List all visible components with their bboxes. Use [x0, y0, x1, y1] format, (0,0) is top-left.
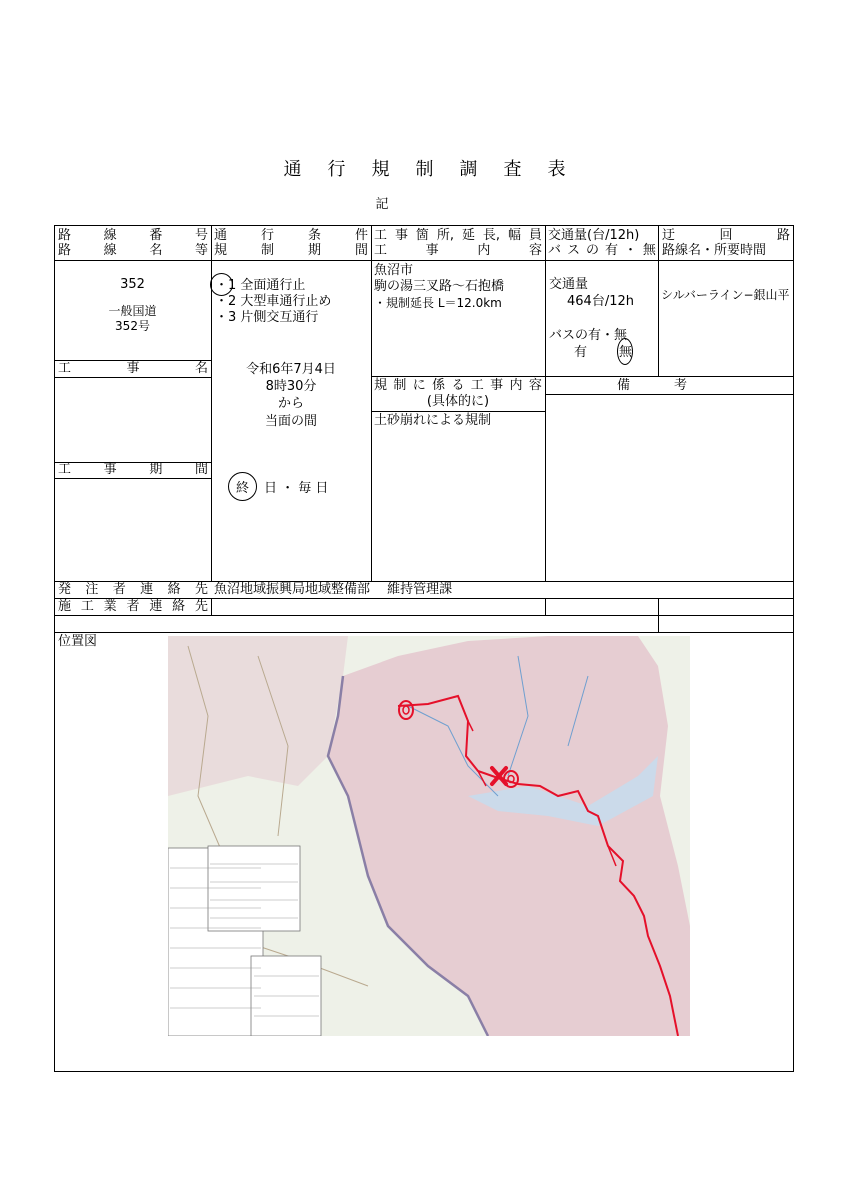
header-bus: バ ス の 有 ・ 無 [548, 243, 656, 258]
route-name: 352号 [115, 319, 150, 333]
bus-no: 無 [619, 345, 633, 360]
header-location-map: 位置図 [58, 634, 98, 649]
location-length: ・規制延長 L＝12.0km [374, 296, 502, 310]
bus-yes: 有 [574, 345, 588, 360]
header-regulation-period: 規 制 期 間 [214, 243, 368, 258]
bus-label: バスの有・無 [549, 328, 628, 343]
traffic-label: 交通量 [549, 277, 589, 292]
condition-item-3: ・3 片側交互通行 [215, 310, 319, 325]
header-remarks: 備考 [617, 378, 732, 393]
header-detour: 迂 回 路 [662, 228, 790, 243]
period-mode-all-day: 終 [236, 481, 250, 496]
header-detour-name: 路線名・所要時間 [662, 243, 767, 258]
header-orderer: 発 注 者 連 絡 先 [58, 582, 208, 597]
header-contractor: 施 工 業 者 連 絡 先 [58, 599, 208, 614]
location-city: 魚沼市 [374, 263, 414, 278]
period-start-date: 令和6年7月4日 [246, 362, 336, 377]
document-title: 通行規制調査表 [283, 159, 592, 180]
condition-item-1: ・1 全面通行止 [215, 278, 306, 293]
location-map-image [168, 636, 690, 1036]
condition-item-2: ・2 大型車通行止め [215, 294, 332, 309]
regulation-reason: 土砂崩れによる規制 [374, 413, 492, 428]
location-section: 駒の湯三叉路～石抱橋 [374, 279, 505, 294]
period-start-time: 8時30分 [265, 379, 317, 394]
condition-selected-circle [210, 273, 233, 296]
header-route-number: 路 線 番 号 [58, 228, 208, 243]
orderer-contact: 魚沼地域振興局地域整備部 維持管理課 [214, 582, 453, 597]
route-number: 352 [120, 277, 145, 292]
header-work-name: 工 事 名 [58, 361, 208, 376]
header-related-work-sub: (具体的に) [426, 394, 490, 409]
bus-selected-circle [617, 338, 633, 365]
header-work-content: 工 事 内 容 [374, 243, 542, 258]
period-mode-rest: 日 ・ 毎 日 [264, 481, 329, 496]
header-related-work: 規 制 に 係 る 工 事 内 容 [374, 378, 542, 393]
header-work-location: 工 事 箇 所, 延 長, 幅 員 [374, 228, 542, 243]
header-route-name: 路 線 名 等 [58, 243, 208, 258]
period-from: から [277, 396, 304, 411]
header-traffic-condition: 通 行 条 件 [214, 228, 368, 243]
ki-label: 記 [375, 197, 389, 212]
detour-route: シルバーライン−銀山平 [661, 288, 790, 302]
period-until: 当面の間 [264, 414, 317, 429]
traffic-value: 464台/12h [567, 294, 634, 309]
route-type: 一般国道 [108, 304, 157, 318]
header-traffic-volume: 交通量(台/12h) [548, 228, 640, 243]
header-work-period: 工 事 期 間 [58, 462, 208, 477]
all-day-circle [228, 472, 257, 501]
